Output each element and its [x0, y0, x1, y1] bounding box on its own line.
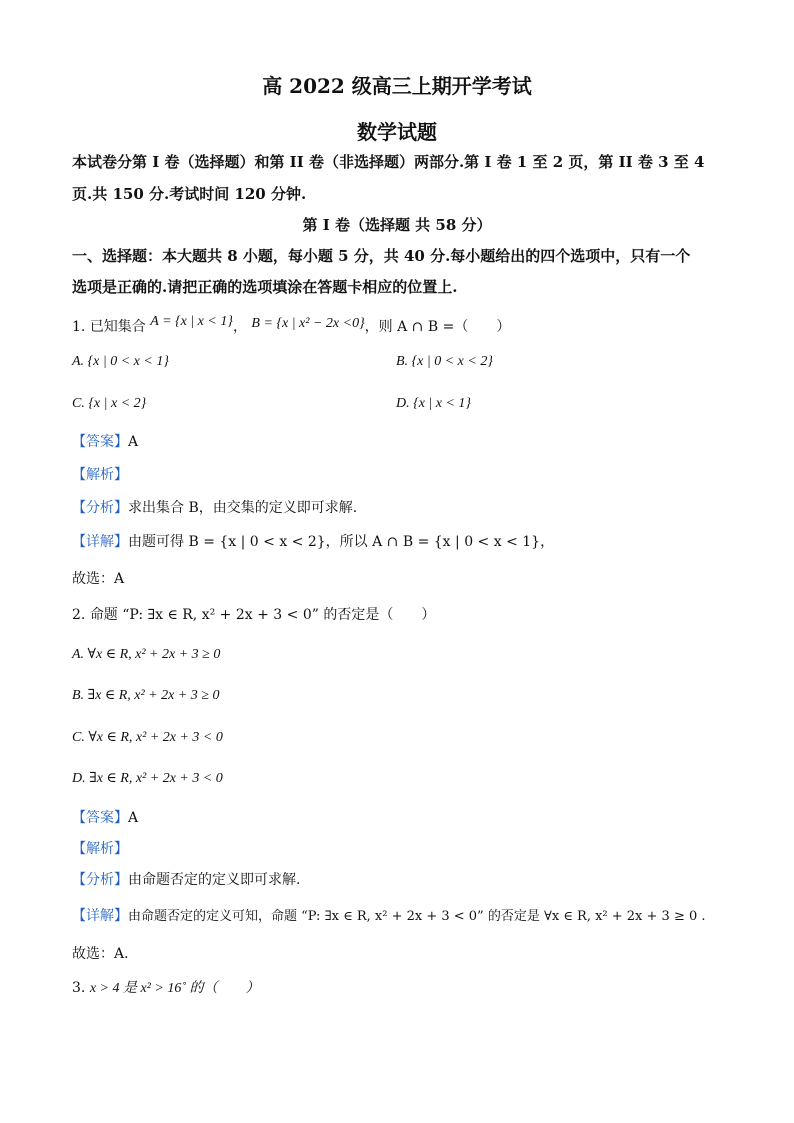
- answer-value: A: [128, 434, 139, 450]
- q2-xiangjie: [72, 905, 706, 925]
- answer-tag: 【答案】: [72, 434, 128, 450]
- fenxi-tag: 【分析】: [72, 872, 128, 888]
- fenxi-text: 由命题否定的定义即可求解.: [128, 872, 301, 888]
- intro-line-2: 页.共 150 分.考试时间 120 分钟.: [72, 185, 307, 203]
- q2-answer: [72, 807, 138, 827]
- question-number: 3.: [72, 980, 86, 996]
- question-1-stem: [72, 316, 510, 336]
- question-suffix: ，则 A ∩ B =（ ）: [364, 319, 511, 335]
- part1-header: 第 I 卷（选择题 共 58 分）: [302, 216, 492, 234]
- q1-analysis-tag: 【解析】: [72, 467, 128, 483]
- q1-option-d: D. {x | x < 1}: [396, 396, 472, 411]
- question-number: 1.: [72, 319, 86, 335]
- comma: ，: [232, 319, 247, 335]
- document-title: 高 2022 级高三上期开学考试: [262, 74, 532, 98]
- fenxi-text: 求出集合 B，由交集的定义即可求解.: [128, 500, 358, 516]
- q1-answer: [72, 431, 138, 451]
- section-line-2: 选项是正确的.请把正确的选项填涂在答题卡相应的位置上.: [72, 278, 458, 296]
- q1-xiangjie: [72, 531, 554, 551]
- question-3-stem: [72, 977, 260, 997]
- q2-fenxi: [72, 869, 300, 889]
- subject-title: 数学试题: [357, 120, 437, 144]
- question-text: x > 4 是 x² > 16˚ 的（ ）: [89, 981, 260, 996]
- question-number: 2.: [72, 607, 86, 623]
- q1-choice: 故选：A: [72, 571, 125, 587]
- section-line-1: 一、选择题：本大题共 8 小题，每小题 5 分，共 40 分.每小题给出的四个选项中，只有一个: [72, 247, 691, 265]
- q2-option-d: D. ∃x ∈ R, x² + 2x + 3 < 0: [72, 771, 223, 786]
- question-2-stem: [72, 604, 435, 624]
- set-a: A = {x | x < 1}: [150, 314, 233, 329]
- q2-option-c: C. ∀x ∈ R, x² + 2x + 3 < 0: [72, 730, 223, 745]
- q1-fenxi: [72, 497, 357, 517]
- q2-analysis-tag: 【解析】: [72, 841, 128, 857]
- xiangjie-text: 由命题否定的定义可知，命题 “P: ∃x ∈ R, x² + 2x + 3 < 0” 的否定是 ∀x ∈ R, x² + 2x + 3 ≥ 0 .: [128, 909, 706, 924]
- question-text: 命题 “P: ∃x ∈ R, x² + 2x + 3 < 0” 的否定是（ ）: [89, 607, 436, 623]
- fenxi-tag: 【分析】: [72, 500, 128, 516]
- q1-option-a: A. {x | 0 < x < 1}: [72, 354, 169, 369]
- xiangjie-tag: 【详解】: [72, 908, 128, 924]
- question-prefix: 已知集合: [89, 319, 146, 335]
- xiangjie-text: 由题可得 B = {x | 0 < x < 2}，所以 A ∩ B = {x | 0 < x < 1}，: [128, 534, 555, 550]
- q2-choice: 故选：A.: [72, 946, 129, 962]
- answer-tag: 【答案】: [72, 810, 128, 826]
- set-b: B = {x | x² − 2x <0}: [251, 316, 365, 331]
- q1-option-c: C. {x | x < 2}: [72, 396, 147, 411]
- q1-option-b: B. {x | 0 < x < 2}: [396, 354, 493, 369]
- answer-value: A: [128, 810, 139, 826]
- q2-option-a: A. ∀x ∈ R, x² + 2x + 3 ≥ 0: [72, 647, 221, 662]
- intro-line-1: 本试卷分第 I 卷（选择题）和第 II 卷（非选择题）两部分.第 I 卷 1 至 2 页，第 II 卷 3 至 4: [72, 153, 705, 171]
- q2-option-b: B. ∃x ∈ R, x² + 2x + 3 ≥ 0: [72, 688, 220, 703]
- xiangjie-tag: 【详解】: [72, 534, 128, 550]
